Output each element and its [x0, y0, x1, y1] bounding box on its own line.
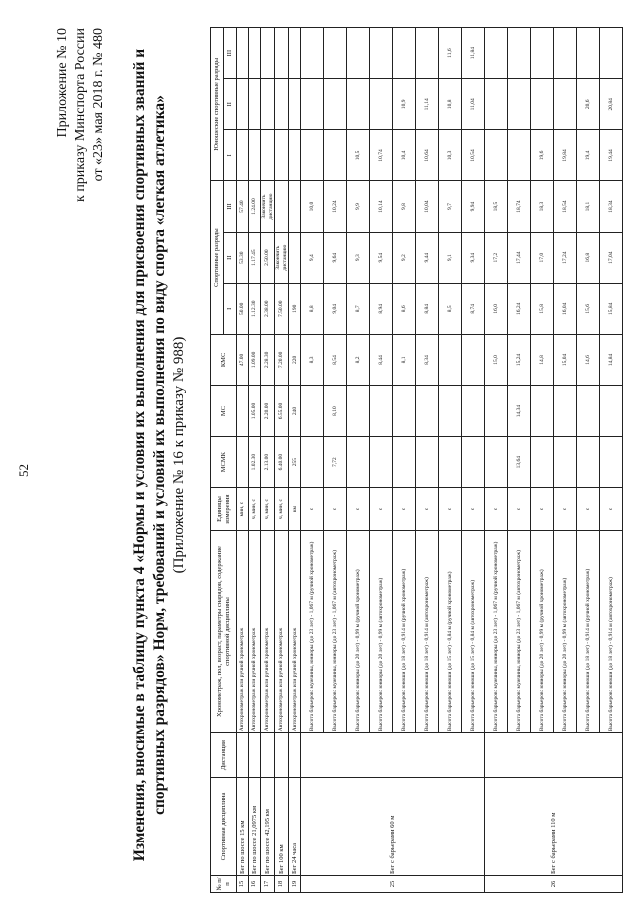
- norm-y3: [370, 28, 393, 79]
- norm-y2: [324, 79, 347, 130]
- norm-y2: 20,6: [577, 79, 600, 130]
- norm-y1: [289, 130, 301, 181]
- norm-y1: [324, 130, 347, 181]
- timing-description: Автохронометраж или ручной хронометраж: [261, 530, 275, 732]
- norm-ms: 2.20.00: [261, 385, 275, 436]
- norm-r3: 10,24: [324, 181, 347, 232]
- norm-y3: 11,6: [439, 28, 462, 79]
- norm-y2: [301, 79, 324, 130]
- norm-r2: 9,3: [347, 232, 370, 283]
- norm-r1: 8,6: [393, 283, 416, 334]
- norm-kms: [439, 334, 462, 385]
- header-rank-3: III: [224, 181, 237, 232]
- norm-r2: 17,0: [531, 232, 554, 283]
- norm-r3: 18,5: [485, 181, 508, 232]
- norm-kms: 8,34: [416, 334, 439, 385]
- discipline-name: Бег с барьерами 110 м: [485, 777, 623, 875]
- norm-msmk: 13,64: [508, 437, 531, 488]
- norm-kms: 14,6: [577, 334, 600, 385]
- unit-cell: ч, мин, с: [261, 488, 275, 531]
- norm-y3: [275, 28, 289, 79]
- norm-y1: [261, 130, 275, 181]
- norm-msmk: [531, 437, 554, 488]
- norm-y3: [237, 28, 249, 79]
- norm-r3: 1.24.00: [249, 181, 261, 232]
- norm-msmk: [416, 437, 439, 488]
- timing-description: Автохронометраж или ручной хронометраж: [275, 530, 289, 732]
- norm-msmk: [485, 437, 508, 488]
- norm-r2: 9,44: [416, 232, 439, 283]
- norm-r3: Закончить дистанцию: [261, 181, 275, 232]
- norm-kms: 14,84: [600, 334, 623, 385]
- norm-kms: 8,2: [347, 334, 370, 385]
- timing-description: Автохронометраж или ручной хронометраж: [289, 530, 301, 732]
- norm-y3: [508, 28, 531, 79]
- timing-description: Высота барьеров: юноши (до 18 лет) - 0,914 м (автохронометраж): [600, 530, 623, 732]
- header-msmk: МСМК: [211, 437, 237, 488]
- header-num: № п/п: [211, 875, 237, 892]
- norm-r3: 18,1: [577, 181, 600, 232]
- norm-ms: 1.05.00: [249, 385, 261, 436]
- unit-cell: с: [301, 488, 324, 531]
- norm-msmk: [237, 437, 249, 488]
- header-units: Единицы измерения: [211, 488, 237, 531]
- norm-ms: [531, 385, 554, 436]
- norm-y3: [600, 28, 623, 79]
- norm-r3: 10,14: [370, 181, 393, 232]
- header-rank-1: I: [224, 283, 237, 334]
- norm-kms: 1.09.00: [249, 334, 261, 385]
- norm-msmk: [577, 437, 600, 488]
- norm-r2: 2.50.00: [261, 232, 275, 283]
- timing-description: Автохронометраж или ручной хронометраж: [237, 530, 249, 732]
- norm-y2: [237, 79, 249, 130]
- timing-description: Высота барьеров: юниоры (до 20 лет) - 0,99 м (ручной хронометраж): [531, 530, 554, 732]
- norm-r1: 16,24: [508, 283, 531, 334]
- norm-kms: 8,1: [393, 334, 416, 385]
- norm-ms: [416, 385, 439, 436]
- norm-r2: 1.17.45: [249, 232, 261, 283]
- norm-y2: [347, 79, 370, 130]
- norm-r1: 15,8: [531, 283, 554, 334]
- norm-msmk: 1.02.30: [249, 437, 261, 488]
- unit-cell: с: [600, 488, 623, 531]
- norm-r1: 8,74: [462, 283, 485, 334]
- table-row: [249, 28, 261, 893]
- discipline-name: Бег по шоссе 15 км: [237, 777, 249, 875]
- norm-kms: 14,8: [531, 334, 554, 385]
- norm-msmk: 255: [289, 437, 301, 488]
- norm-y2: [485, 79, 508, 130]
- norm-r2: 9,1: [439, 232, 462, 283]
- row-number: 19: [289, 875, 301, 892]
- table-body: [237, 28, 623, 893]
- norm-r3: 9,9: [347, 181, 370, 232]
- norm-ms: 6.55.00: [275, 385, 289, 436]
- timing-description: Высота барьеров: юниоры (до 20 лет) - 0,99 м (автохронометраж): [554, 530, 577, 732]
- header-distance: Дистанция: [211, 733, 237, 778]
- norm-r1: 8,8: [301, 283, 324, 334]
- timing-description: Высота барьеров: юноши (до 18 лет) - 0,914 м (ручной хронометраж): [577, 530, 600, 732]
- header-rank-2: II: [224, 232, 237, 283]
- norm-msmk: 6.40.00: [275, 437, 289, 488]
- norm-r1: 8,94: [370, 283, 393, 334]
- title-line-3: (Приложение № 16 к приказу № 988): [171, 336, 187, 574]
- norm-r2: 16,8: [577, 232, 600, 283]
- norm-r1: 1.12.30: [249, 283, 261, 334]
- norm-r1: 8,84: [416, 283, 439, 334]
- unit-cell: с: [439, 488, 462, 531]
- table-row: [301, 28, 324, 893]
- norm-r1: 2.38.00: [261, 283, 275, 334]
- norm-ms: [237, 385, 249, 436]
- norm-ms: [301, 385, 324, 436]
- norm-r2: 17,44: [508, 232, 531, 283]
- norm-kms: 47.00: [237, 334, 249, 385]
- table-row: [275, 28, 289, 893]
- norm-y3: [485, 28, 508, 79]
- norm-r2: 17,04: [600, 232, 623, 283]
- distance-cell: [261, 733, 275, 778]
- norm-y1: [485, 130, 508, 181]
- annex-line-3: от «23» мая 2018 г. № 480: [91, 28, 106, 182]
- row-number: 18: [275, 875, 289, 892]
- discipline-name: Бег с барьерами 60 м: [301, 777, 485, 875]
- norm-msmk: 7,72: [324, 437, 347, 488]
- discipline-name: Бег по шоссе 21,0975 км: [249, 777, 261, 875]
- unit-cell: с: [393, 488, 416, 531]
- norms-table: [210, 27, 623, 893]
- norm-y1: 10,3: [439, 130, 462, 181]
- row-number: 15: [237, 875, 249, 892]
- norm-y2: [249, 79, 261, 130]
- norm-r3: 10,0: [301, 181, 324, 232]
- norm-y3: [577, 28, 600, 79]
- distance-cell: [485, 733, 623, 778]
- unit-cell: с: [508, 488, 531, 531]
- norm-y3: [393, 28, 416, 79]
- unit-cell: с: [462, 488, 485, 531]
- norm-y3: [347, 28, 370, 79]
- norm-y2: 10,8: [439, 79, 462, 130]
- norm-y2: [275, 79, 289, 130]
- norm-ms: [600, 385, 623, 436]
- norm-y2: [370, 79, 393, 130]
- norm-y3: [249, 28, 261, 79]
- norm-ms: [370, 385, 393, 436]
- unit-cell: с: [347, 488, 370, 531]
- discipline-name: Бег 24 часа: [289, 777, 301, 875]
- norm-y3: [261, 28, 275, 79]
- unit-cell: км: [289, 488, 301, 531]
- unit-cell: ч, мин, с: [249, 488, 261, 531]
- norm-msmk: [370, 437, 393, 488]
- header-youth-2: II: [224, 79, 237, 130]
- norm-y1: [249, 130, 261, 181]
- norm-y1: [275, 130, 289, 181]
- norm-r2: 53.30: [237, 232, 249, 283]
- norm-ms: [347, 385, 370, 436]
- norm-r1: 190: [289, 283, 301, 334]
- norm-kms: 15,24: [508, 334, 531, 385]
- norm-r3: 9,7: [439, 181, 462, 232]
- unit-cell: с: [577, 488, 600, 531]
- norm-y1: 10,74: [370, 130, 393, 181]
- unit-cell: с: [554, 488, 577, 531]
- norm-y1: 10,4: [393, 130, 416, 181]
- unit-cell: с: [485, 488, 508, 531]
- annex-line-2: к приказу Минспорта России: [73, 28, 88, 202]
- unit-cell: ч, мин, с: [275, 488, 289, 531]
- distance-cell: [289, 733, 301, 778]
- norm-y1: 10,64: [416, 130, 439, 181]
- timing-description: Высота барьеров: мужчины, юниоры (до 23 лет) - 1,067 м (автохронометраж): [324, 530, 347, 732]
- header-youth-1: I: [224, 130, 237, 181]
- norm-kms: 15,0: [485, 334, 508, 385]
- timing-description: Высота барьеров: мужчины, юниоры (до 23 лет) - 1,067 м (ручной хронометраж): [485, 530, 508, 732]
- timing-description: Высота барьеров: юноши (до 15 лет) - 0,84 м (ручной хронометраж): [439, 530, 462, 732]
- norm-msmk: [462, 437, 485, 488]
- norm-r1: 50.00: [237, 283, 249, 334]
- norm-r2: [289, 232, 301, 283]
- distance-cell: [237, 733, 249, 778]
- norm-y1: 19,6: [531, 130, 554, 181]
- norm-r1: 15,84: [600, 283, 623, 334]
- timing-description: Высота барьеров: юниоры (до 20 лет) - 0,99 м (ручной хронометраж): [347, 530, 370, 732]
- norm-r3: [289, 181, 301, 232]
- norm-y1: 19,4: [577, 130, 600, 181]
- norm-ms: 14,34: [508, 385, 531, 436]
- norm-y2: [289, 79, 301, 130]
- norm-kms: 8,54: [324, 334, 347, 385]
- timing-description: Высота барьеров: юниоры (до 20 лет) - 0,99 м (автохронометраж): [370, 530, 393, 732]
- row-number: 17: [261, 875, 275, 892]
- norm-msmk: [439, 437, 462, 488]
- norm-r3: 18,74: [508, 181, 531, 232]
- norm-r3: 18,54: [554, 181, 577, 232]
- norm-msmk: [554, 437, 577, 488]
- norm-r3: 9,94: [462, 181, 485, 232]
- norm-r2: 9,4: [301, 232, 324, 283]
- timing-description: Высота барьеров: юноши (до 15 лет) - 0,84 м (автохронометраж): [462, 530, 485, 732]
- norm-y1: 10,5: [347, 130, 370, 181]
- norm-r3: 18,3: [531, 181, 554, 232]
- norm-kms: 15,04: [554, 334, 577, 385]
- header-kms: КМС: [211, 334, 237, 385]
- discipline-name: Бег 100 км: [275, 777, 289, 875]
- table-row: [485, 28, 508, 893]
- header-youth-ranks: Юношеские спортивные разряды: [211, 28, 224, 181]
- norm-r1: 8,7: [347, 283, 370, 334]
- norm-y2: [508, 79, 531, 130]
- norm-kms: [462, 334, 485, 385]
- title-line-1: Изменения, вносимые в таблицу пункта 4 «Нормы и условия их выполнения для присвоения спортивных званий и: [131, 48, 148, 862]
- norm-y1: 19,44: [600, 130, 623, 181]
- norm-r2: Закончить дистанцию: [275, 232, 289, 283]
- norm-ms: [393, 385, 416, 436]
- unit-cell: с: [531, 488, 554, 531]
- norm-r2: 9,54: [370, 232, 393, 283]
- norm-r2: 17,24: [554, 232, 577, 283]
- header-discipline: Спортивная дисциплина: [211, 777, 237, 875]
- norm-msmk: [301, 437, 324, 488]
- header-timing: Хронометраж, пол, возраст, параметры снарядов, содержание спортивной дисциплины: [211, 530, 237, 732]
- row-number: 16: [249, 875, 261, 892]
- norm-ms: 240: [289, 385, 301, 436]
- header-youth-3: III: [224, 28, 237, 79]
- norm-r2: 9,64: [324, 232, 347, 283]
- norm-kms: 2.28.30: [261, 334, 275, 385]
- norm-kms: 8,3: [301, 334, 324, 385]
- norm-r3: 57.40: [237, 181, 249, 232]
- norm-y3: 11,84: [462, 28, 485, 79]
- norm-y3: [301, 28, 324, 79]
- norm-ms: [577, 385, 600, 436]
- timing-description: Высота барьеров: мужчины, юниоры (до 23 лет) - 1,067 м (автохронометраж): [508, 530, 531, 732]
- norm-r3: 18,34: [600, 181, 623, 232]
- unit-cell: с: [370, 488, 393, 531]
- norm-ms: [485, 385, 508, 436]
- norm-y2: 11,14: [416, 79, 439, 130]
- norm-y2: [554, 79, 577, 130]
- norm-ms: 8,10: [324, 385, 347, 436]
- header-sport-ranks: Спортивные разряды: [211, 181, 224, 334]
- norm-r3: [275, 181, 289, 232]
- distance-cell: [249, 733, 261, 778]
- norm-y2: 11,04: [462, 79, 485, 130]
- timing-description: Автохронометраж или ручной хронометраж: [249, 530, 261, 732]
- norm-r3: 9,8: [393, 181, 416, 232]
- unit-cell: с: [324, 488, 347, 531]
- annex-line-1: Приложение № 10: [55, 28, 70, 138]
- table-row: [289, 28, 301, 893]
- norm-y3: [416, 28, 439, 79]
- norm-y1: [301, 130, 324, 181]
- norm-ms: [554, 385, 577, 436]
- timing-description: Высота барьеров: юноши (до 18 лет) - 0,914 м (ручной хронометраж): [393, 530, 416, 732]
- norm-ms: [462, 385, 485, 436]
- norm-kms: 7.20.00: [275, 334, 289, 385]
- norm-y1: 19,84: [554, 130, 577, 181]
- norm-r1: 16,0: [485, 283, 508, 334]
- norm-msmk: [347, 437, 370, 488]
- norm-kms: 8,44: [370, 334, 393, 385]
- norm-msmk: 2.13.00: [261, 437, 275, 488]
- norm-ms: [439, 385, 462, 436]
- norm-r1: 7.50.00: [275, 283, 289, 334]
- timing-description: Высота барьеров: юноши (до 18 лет) - 0,914 м (автохронометраж): [416, 530, 439, 732]
- norm-msmk: [600, 437, 623, 488]
- page-number: 52: [16, 464, 31, 477]
- header-ms: МС: [211, 385, 237, 436]
- norm-y2: [531, 79, 554, 130]
- distance-cell: [275, 733, 289, 778]
- distance-cell: [301, 733, 485, 778]
- norm-msmk: [393, 437, 416, 488]
- unit-cell: мин, с: [237, 488, 249, 531]
- norm-y3: [289, 28, 301, 79]
- table-row: [237, 28, 249, 893]
- norm-y1: [237, 130, 249, 181]
- norm-y2: 20,84: [600, 79, 623, 130]
- norm-y3: [554, 28, 577, 79]
- discipline-name: Бег по шоссе 42,195 км: [261, 777, 275, 875]
- norm-r1: 8,5: [439, 283, 462, 334]
- unit-cell: с: [416, 488, 439, 531]
- norm-y3: [531, 28, 554, 79]
- norm-y2: 10,9: [393, 79, 416, 130]
- norm-r3: 10,04: [416, 181, 439, 232]
- row-number: 26: [485, 875, 623, 892]
- norm-r2: 9,34: [462, 232, 485, 283]
- norm-r1: 15,6: [577, 283, 600, 334]
- row-number: 25: [301, 875, 485, 892]
- norm-r2: 17,2: [485, 232, 508, 283]
- timing-description: Высота барьеров: мужчины, юниоры (до 23 лет) - 1,067 м (ручной хронометраж): [301, 530, 324, 732]
- norm-y1: [508, 130, 531, 181]
- norm-r1: 16,04: [554, 283, 577, 334]
- norm-y1: 10,54: [462, 130, 485, 181]
- norm-r2: 9,2: [393, 232, 416, 283]
- norm-y3: [324, 28, 347, 79]
- norm-kms: 220: [289, 334, 301, 385]
- title-line-2: спортивных разрядов» Норм, требований и условий их выполнения по виду спорта «легкая атлетика»: [151, 95, 168, 815]
- norm-r1: 9,04: [324, 283, 347, 334]
- table-row: [261, 28, 275, 893]
- norm-y2: [261, 79, 275, 130]
